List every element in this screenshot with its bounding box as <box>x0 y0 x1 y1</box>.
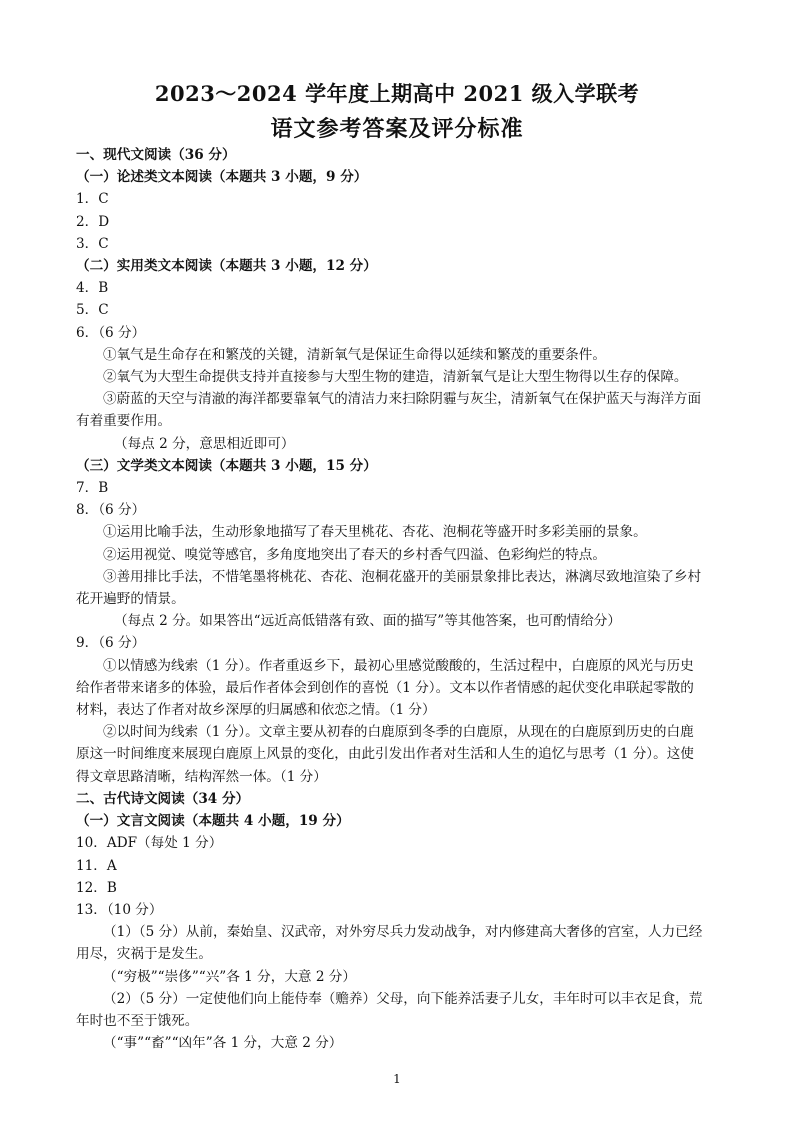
text-line: ①氧气是生命存在和繁茂的关键，清新氧气是保证生命得以延续和繁茂的重要条件。 <box>103 346 606 363</box>
text-line: 1．C <box>76 191 109 208</box>
text-line: 8．（6 分） <box>76 502 146 519</box>
text-line: 材料，表达了作者对故乡深厚的归属感和依恋之情。（1 分） <box>76 702 436 719</box>
answer-content <box>76 144 722 1054</box>
text-line: 年时也不至于饿死。 <box>76 1012 199 1029</box>
text-line: ②氧气为大型生命提供支持并直接参与大型生物的建造，清新氧气是让大型生物得以生存的保障。 <box>103 369 688 386</box>
document-subtitle: 语文参考答案及评分标准 <box>270 116 524 142</box>
text-line: （每点 2 分。如果答出“远近高低错落有致、面的描写”等其他答案，也可酌情给分） <box>114 613 621 630</box>
text-line: （2）（5 分）一定使他们向上能侍奉（赡养）父母，向下能养活妻子儿女，丰年时可以丰衣足食，荒 <box>103 990 703 1007</box>
page-number: 1 <box>393 1072 401 1086</box>
text-line: ③善用排比手法，不惜笔墨将桃花、杏花、泡桐花盛开的美丽景象排比表达，淋漓尽致地渲染了乡村 <box>103 568 702 585</box>
text-line: （二）实用类文本阅读（本题共 3 小题，12 分） <box>76 258 377 275</box>
text-line: ①运用比喻手法，生动形象地描写了春天里桃花、杏花、泡桐花等盛开时多彩美丽的景象。 <box>103 524 647 541</box>
text-line: 11．A <box>76 857 117 874</box>
text-line: （1）（5 分）从前，秦始皇、汉武帝，对外穷尽兵力发动战争，对内修建高大奢侈的宫室，人力已经 <box>103 924 703 941</box>
text-line: 4．B <box>76 280 109 297</box>
text-line: （“事”“畜”“凶年”各 1 分，大意 2 分） <box>103 1035 343 1052</box>
text-line: （一）论述类文本阅读（本题共 3 小题，9 分） <box>76 169 368 186</box>
text-line: 有着重要作用。 <box>76 413 172 430</box>
text-line: ③蔚蓝的天空与清澈的海洋都要靠氧气的清洁力来扫除阴霾与灰尘，清新氧气在保护蓝天与海洋方面 <box>103 391 702 408</box>
text-line: ①以情感为线索（1 分）。作者重返乡下，最初心里感觉酸酸的，生活过程中，白鹿原的风光与历史 <box>103 657 694 674</box>
text-line: 10．ADF（每处 1 分） <box>76 835 223 852</box>
text-line: （三）文学类文本阅读（本题共 3 小题，15 分） <box>76 457 377 474</box>
text-line: 7．B <box>76 480 109 497</box>
text-line: 一、现代文阅读（36 分） <box>76 147 236 163</box>
text-line: 3．C <box>76 235 109 252</box>
text-line: 二、古代诗文阅读（34 分） <box>76 790 250 807</box>
text-line: 2．D <box>76 213 110 230</box>
text-line: 用尽，灾祸于是发生。 <box>76 946 212 963</box>
exam-title: 2023～2024 学年度上期高中 2021 级入学联考 <box>154 81 640 106</box>
text-line: 给作者带来诸多的体验，最后作者体会到创作的喜悦（1 分）。文本以作者情感的起伏变化串联起零散的 <box>76 679 694 696</box>
text-line: 9．（6 分） <box>76 635 146 652</box>
text-line: 6．（6 分） <box>76 324 146 341</box>
text-line: 13．（10 分） <box>76 901 163 918</box>
text-line: ②以时间为线索（1 分）。文章主要从初春的白鹿原到冬季的白鹿原，从现在的白鹿原到历史的白鹿 <box>103 724 694 741</box>
text-line: （一）文言文阅读（本题共 4 小题，19 分） <box>76 813 350 830</box>
text-line: 原这一时间维度来展现白鹿原上风景的变化，由此引发出作者对生活和人生的追忆与思考（1 分）。这使 <box>76 746 694 763</box>
text-line: 得文章思路清晰，结构浑然一体。（1 分） <box>76 768 327 785</box>
text-line: 12．B <box>76 879 117 896</box>
text-line: （“穷极”“崇侈”“兴”各 1 分，大意 2 分） <box>103 968 356 985</box>
text-line: （每点 2 分，意思相近即可） <box>114 435 295 452</box>
text-line: 花开遍野的情景。 <box>76 591 185 608</box>
text-line: ②运用视觉、嗅觉等感官，多角度地突出了春天的乡村香气四溢、色彩绚烂的特点。 <box>103 546 606 563</box>
text-line: 5．C <box>76 302 109 319</box>
